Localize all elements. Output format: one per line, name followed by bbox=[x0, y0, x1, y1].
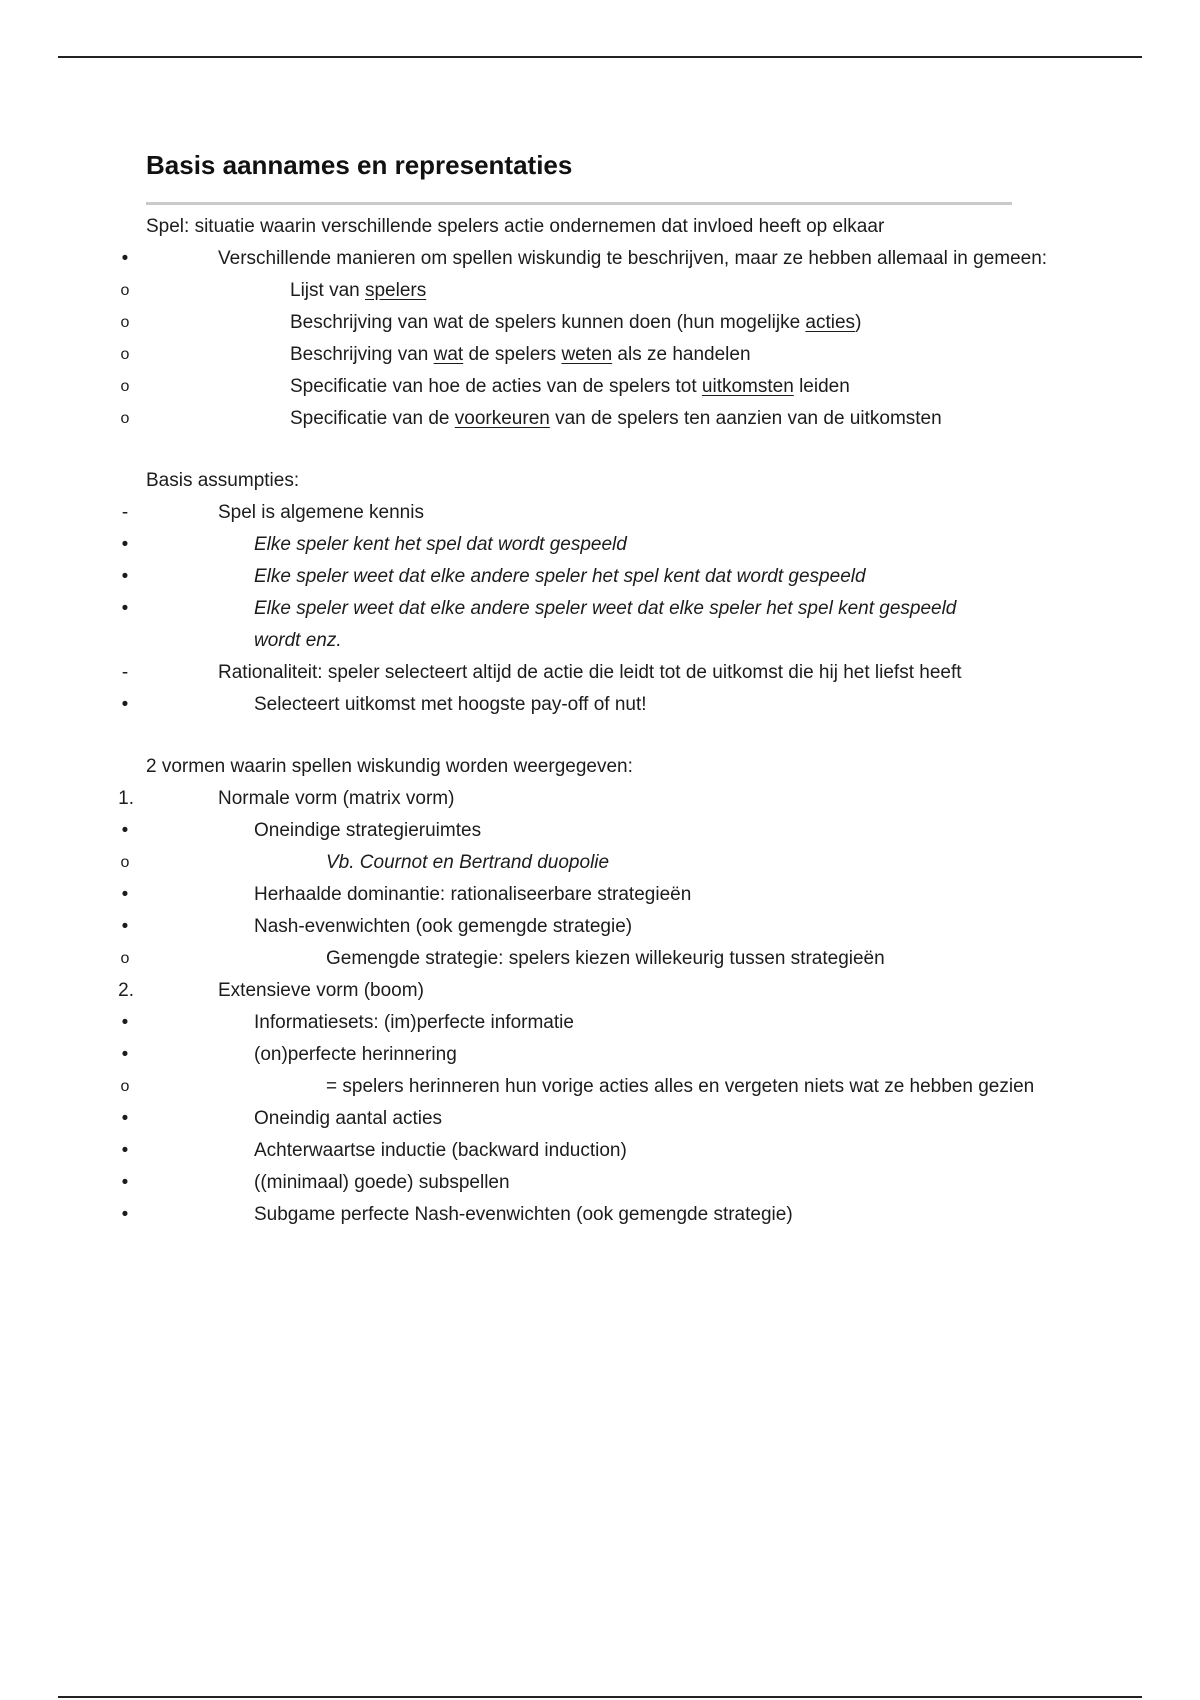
list-item: o Gemengde strategie: spelers kiezen willekeurig tussen strategieën bbox=[120, 948, 885, 969]
list-item: o Specificatie van de voorkeuren van de spelers ten aanzien van de uitkomsten bbox=[120, 408, 942, 429]
list-item: • Informatiesets: (im)perfecte informatie bbox=[121, 1012, 574, 1033]
assumption-rationality: - Rationaliteit: speler selecteert altijd de actie die leidt tot de uitkomst die hij het liefst heeft bbox=[121, 662, 962, 683]
page-top-border bbox=[58, 56, 1142, 58]
list-item: • Selecteert uitkomst met hoogste pay-off of nut! bbox=[121, 694, 647, 715]
list-item: • Nash-evenwichten (ook gemengde strategie) bbox=[121, 916, 633, 937]
title-divider bbox=[146, 202, 1012, 205]
form-extensive: 2. Extensieve vorm (boom) bbox=[118, 980, 424, 1001]
list-item: • (on)perfecte herinnering bbox=[121, 1044, 457, 1065]
list-item: • ((minimaal) goede) subspellen bbox=[121, 1172, 510, 1193]
list-item: • Elke speler kent het spel dat wordt gespeeld bbox=[121, 534, 627, 555]
list-item: o Specificatie van hoe de acties van de spelers tot uitkomsten leiden bbox=[120, 376, 850, 397]
list-item: • Elke speler weet dat elke andere speler weet dat elke speler het spel kent gespeeld wordt enz. bbox=[121, 598, 957, 651]
list-item: • Subgame perfecte Nash-evenwichten (ook gemengde strategie) bbox=[121, 1204, 793, 1225]
list-item: o Lijst van spelers bbox=[120, 280, 427, 301]
assumptions-heading: Basis assumpties: bbox=[146, 470, 300, 491]
list-item: o Beschrijving van wat de spelers kunnen doen (hun mogelijke acties) bbox=[120, 312, 862, 333]
intro-bullet: • Verschillende manieren om spellen wiskundig te beschrijven, maar ze hebben allemaal in gemeen: bbox=[146, 243, 1106, 275]
list-item: • Oneindige strategieruimtes bbox=[121, 820, 482, 841]
list-item: • Achterwaartse inductie (backward induction) bbox=[121, 1140, 627, 1161]
spel-definition: Spel: situatie waarin verschillende spelers actie ondernemen dat invloed heeft op elkaar bbox=[146, 216, 885, 237]
form-normal: 1. Normale vorm (matrix vorm) bbox=[118, 788, 455, 809]
forms-heading: 2 vormen waarin spellen wiskundig worden weergegeven: bbox=[146, 756, 633, 777]
list-item: • Herhaalde dominantie: rationaliseerbare strategieën bbox=[121, 884, 692, 905]
list-item: o = spelers herinneren hun vorige acties alles en vergeten niets wat ze hebben gezien bbox=[120, 1076, 1035, 1097]
page-title: Basis aannames en representaties bbox=[146, 150, 573, 180]
list-item: o Beschrijving van wat de spelers weten als ze handelen bbox=[120, 344, 751, 365]
document-page bbox=[118, 150, 1106, 1231]
assumption-common-knowledge: - Spel is algemene kennis bbox=[121, 502, 424, 523]
page-bottom-border bbox=[58, 1696, 1142, 1698]
bullet-marker: • bbox=[121, 248, 129, 269]
list-item: o Vb. Cournot en Bertrand duopolie bbox=[120, 852, 610, 873]
list-item: • Oneindig aantal acties bbox=[121, 1108, 443, 1129]
list-item: • Elke speler weet dat elke andere speler het spel kent dat wordt gespeeld bbox=[121, 566, 866, 587]
